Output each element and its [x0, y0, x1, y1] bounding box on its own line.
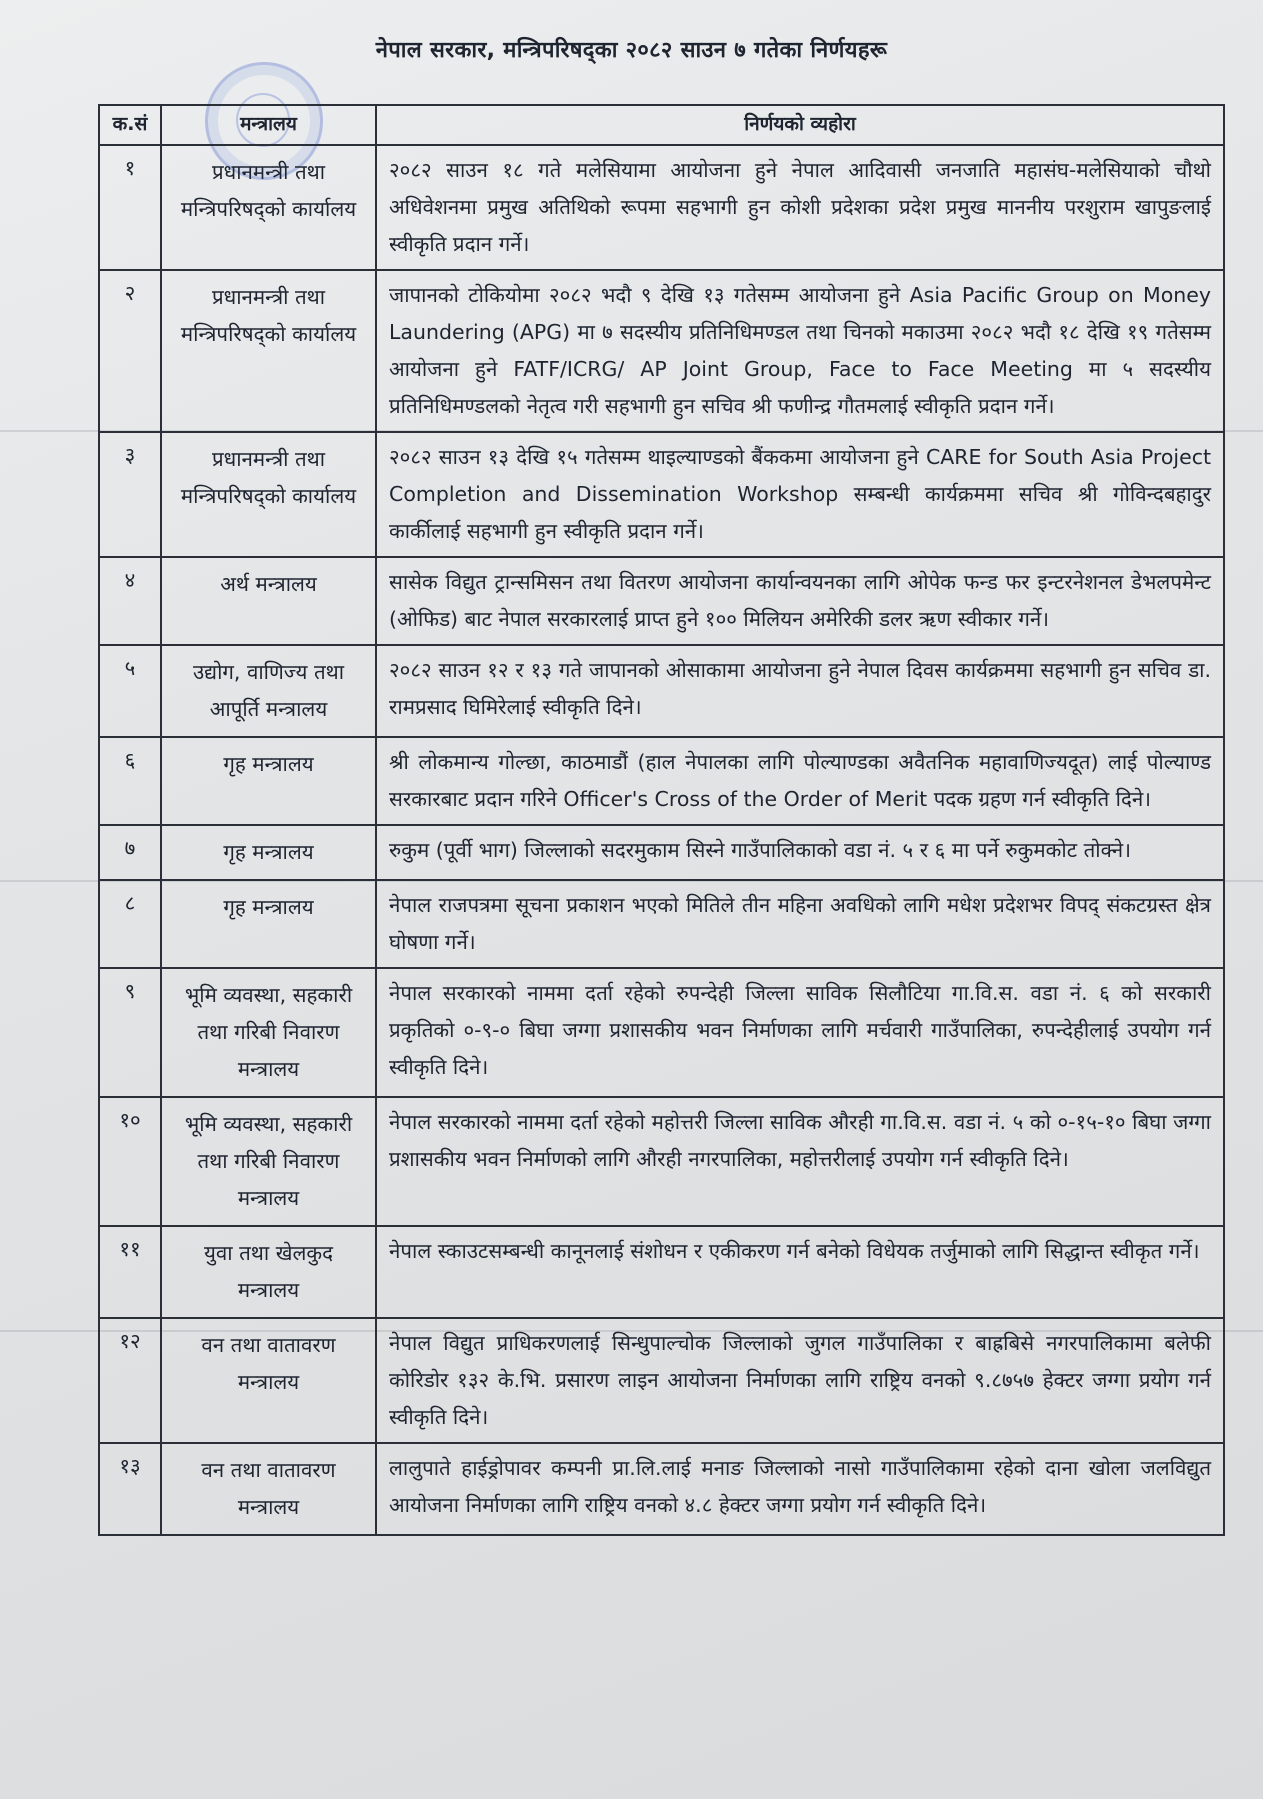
table-row [99, 737, 1224, 825]
table-row [99, 557, 1224, 645]
row-serial: ३ [99, 432, 161, 557]
row-ministry: गृह मन्त्रालय [161, 825, 376, 880]
row-serial: ८ [99, 880, 161, 968]
table-header-row [99, 105, 1224, 145]
table-row [99, 145, 1224, 270]
row-serial: १ [99, 145, 161, 270]
row-serial: १३ [99, 1443, 161, 1535]
row-serial: ९ [99, 968, 161, 1097]
row-ministry: वन तथा वातावरण मन्त्रालय [161, 1318, 376, 1443]
row-ministry: युवा तथा खेलकुद मन्त्रालय [161, 1226, 376, 1318]
row-decision: नेपाल सरकारको नाममा दर्ता रहेको महोत्तरी जिल्ला साविक औरही गा.वि.स. वडा नं. ५ को ०-१५-१० बिघा जग्गा प्रशासकीय भवन निर्माणको लागि औरही नगरपालिका, महोत्तरीलाई उपयोग गर्न स्वीकृति दिने। [376, 1097, 1224, 1226]
table-row [99, 825, 1224, 880]
row-serial: ४ [99, 557, 161, 645]
row-ministry: उद्योग, वाणिज्य तथा आपूर्ति मन्त्रालय [161, 645, 376, 737]
row-decision: नेपाल विद्युत प्राधिकरणलाई सिन्धुपाल्चोक जिल्लाको जुगल गाउँपालिका र बाह्रबिसे नगरपालिकामा बलेफी कोरिडोर १३२ के.भि. प्रसारण लाइन आयोजना निर्माणका लागि राष्ट्रिय वनको ९.८७५७ हेक्टर जग्गा प्रयोग गर्न स्वीकृति दिने। [376, 1318, 1224, 1443]
row-ministry: भूमि व्यवस्था, सहकारी तथा गरिबी निवारण मन्त्रालय [161, 1097, 376, 1226]
row-serial: ६ [99, 737, 161, 825]
row-serial: ११ [99, 1226, 161, 1318]
table-row [99, 1443, 1224, 1535]
row-ministry: गृह मन्त्रालय [161, 880, 376, 968]
row-decision: नेपाल स्काउटसम्बन्धी कानूनलाई संशोधन र एकीकरण गर्न बनेको विधेयक तर्जुमाको लागि सिद्धान्त स्वीकृत गर्ने। [376, 1226, 1224, 1318]
row-decision: २०८२ साउन १३ देखि १५ गतेसम्म थाइल्याण्डको बैंककमा आयोजना हुने CARE for South Asia Project Completion and Dissemination Workshop सम्बन्धी कार्यक्रममा सचिव श्री गोविन्दबहादुर कार्कीलाई सहभागी हुन स्वीकृति प्रदान गर्ने। [376, 432, 1224, 557]
header-decision: निर्णयको व्यहोरा [376, 105, 1224, 145]
page-title: नेपाल सरकार, मन्त्रिपरिषद्का २०८२ साउन ७ गतेका निर्णयहरू [375, 38, 888, 63]
table-row [99, 968, 1224, 1097]
row-ministry: अर्थ मन्त्रालय [161, 557, 376, 645]
table-row [99, 1097, 1224, 1226]
row-ministry: प्रधानमन्त्री तथा मन्त्रिपरिषद्को कार्यालय [161, 145, 376, 270]
row-decision: २०८२ साउन १८ गते मलेसियामा आयोजना हुने नेपाल आदिवासी जनजाति महासंघ-मलेसियाको चौथो अधिवेशनमा प्रमुख अतिथिको रूपमा सहभागी हुन कोशी प्रदेशका प्रदेश प्रमुख माननीय परशुराम खापुङलाई स्वीकृति प्रदान गर्ने। [376, 145, 1224, 270]
row-serial: ५ [99, 645, 161, 737]
decisions-table [98, 104, 1225, 1536]
row-decision: श्री लोकमान्य गोल्छा, काठमाडौं (हाल नेपालका लागि पोल्याण्डका अवैतनिक महावाणिज्यदूत) लाई पोल्याण्ड सरकारबाट प्रदान गरिने Officer's Cross of the Order of Merit पदक ग्रहण गर्न स्वीकृति दिने। [376, 737, 1224, 825]
row-ministry: वन तथा वातावरण मन्त्रालय [161, 1443, 376, 1535]
row-ministry: भूमि व्यवस्था, सहकारी तथा गरिबी निवारण मन्त्रालय [161, 968, 376, 1097]
row-decision: लालुपाते हाईड्रोपावर कम्पनी प्रा.लि.लाई मनाङ जिल्लाको नासो गाउँपालिकामा रहेको दाना खोला जलविद्युत आयोजना निर्माणका लागि राष्ट्रिय वनको ४.८ हेक्टर जग्गा प्रयोग गर्न स्वीकृति दिने। [376, 1443, 1224, 1535]
table-row [99, 432, 1224, 557]
row-ministry: प्रधानमन्त्री तथा मन्त्रिपरिषद्को कार्यालय [161, 432, 376, 557]
row-serial: १० [99, 1097, 161, 1226]
table-row [99, 880, 1224, 968]
row-serial: २ [99, 270, 161, 432]
table-row [99, 645, 1224, 737]
table-row [99, 270, 1224, 432]
row-serial: १२ [99, 1318, 161, 1443]
header-ministry: मन्त्रालय [161, 105, 376, 145]
row-ministry: गृह मन्त्रालय [161, 737, 376, 825]
row-decision: जापानको टोकियोमा २०८२ भदौ ९ देखि १३ गतेसम्म आयोजना हुने Asia Pacific Group on Money Laundering (APG) मा ७ सदस्यीय प्रतिनिधिमण्डल तथा चिनको मकाउमा २०८२ भदौ १८ देखि १९ गतेसम्म आयोजना हुने FATF/ICRG/ AP Joint Group, Face to Face Meeting मा ५ सदस्यीय प्रतिनिधिमण्डलको नेतृत्व गरी सहभागी हुन सचिव श्री फणीन्द्र गौतमलाई स्वीकृति प्रदान गर्ने। [376, 270, 1224, 432]
header-serial: क.सं [99, 105, 161, 145]
row-serial: ७ [99, 825, 161, 880]
table-row [99, 1318, 1224, 1443]
row-decision: २०८२ साउन १२ र १३ गते जापानको ओसाकामा आयोजना हुने नेपाल दिवस कार्यक्रममा सहभागी हुन सचिव डा. रामप्रसाद घिमिरेलाई स्वीकृति दिने। [376, 645, 1224, 737]
table-row [99, 1226, 1224, 1318]
row-decision: नेपाल सरकारको नाममा दर्ता रहेको रुपन्देही जिल्ला साविक सिलौटिया गा.वि.स. वडा नं. ६ को सरकारी प्रकृतिको ०-९-० बिघा जग्गा प्रशासकीय भवन निर्माणका लागि मर्चवारी गाउँपालिका, रुपन्देहीलाई उपयोग गर्न स्वीकृति दिने। [376, 968, 1224, 1097]
row-decision: नेपाल राजपत्रमा सूचना प्रकाशन भएको मितिले तीन महिना अवधिको लागि मधेश प्रदेशभर विपद् संकटग्रस्त क्षेत्र घोषणा गर्ने। [376, 880, 1224, 968]
row-decision: सासेक विद्युत ट्रान्समिसन तथा वितरण आयोजना कार्यान्वयनका लागि ओपेक फन्ड फर इन्टरनेशनल डेभलपमेन्ट (ओफिड) बाट नेपाल सरकारलाई प्राप्त हुने १०० मिलियन अमेरिकी डलर ऋण स्वीकार गर्ने। [376, 557, 1224, 645]
row-ministry: प्रधानमन्त्री तथा मन्त्रिपरिषद्को कार्यालय [161, 270, 376, 432]
row-decision: रुकुम (पूर्वी भाग) जिल्लाको सदरमुकाम सिस्ने गाउँपालिकाको वडा नं. ५ र ६ मा पर्ने रुकुमकोट तोक्ने। [376, 825, 1224, 880]
